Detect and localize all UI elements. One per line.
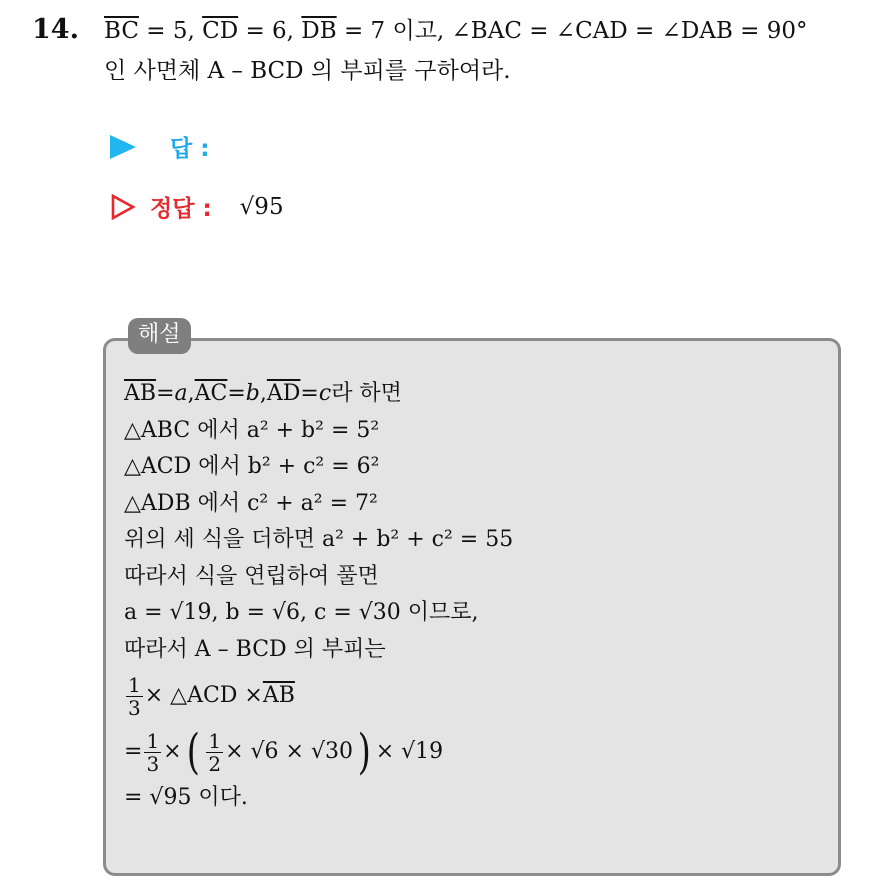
segment-bc: $\overline{BC}$ [104, 18, 139, 44]
separator: , [259, 381, 267, 406]
equals: = [124, 738, 143, 764]
times: × [163, 738, 182, 764]
left-paren: ( [186, 724, 200, 780]
fraction-numerator: 1 [208, 728, 222, 753]
segment-db: $\overline{DB}$ [301, 18, 337, 44]
correct-answer-label: 정답 : [150, 196, 212, 222]
fraction [126, 674, 143, 719]
fraction-denominator: 3 [146, 751, 160, 776]
solution-text: × △ACD × [144, 682, 263, 708]
variable-a: a [174, 381, 188, 406]
correct-answer-row [110, 190, 284, 223]
segment-ab: $\overline{AB}$ [262, 682, 295, 708]
fraction-denominator: 2 [208, 751, 222, 776]
solution-line-8: 따라서 A – BCD 의 부피는 [124, 636, 386, 662]
right-paren: ) [357, 724, 371, 780]
user-answer-label: 답 : [170, 136, 210, 162]
user-answer-row [110, 130, 209, 163]
fraction [206, 730, 223, 775]
solution-line-4: △ADB 에서 c² + a² = 7² [124, 490, 378, 516]
solution-tag: 해설 [128, 318, 191, 354]
solution-line-2: △ABC 에서 a² + b² = 5² [124, 417, 380, 443]
question-equation: = 6, [238, 18, 302, 44]
solution-text: 라 하면 [331, 381, 402, 406]
fraction [144, 730, 161, 775]
segment-ab: $\overline{AB}$ [124, 381, 157, 406]
question-number: 14. [32, 14, 79, 45]
variable-c: c [318, 381, 332, 406]
solution-text: × √19 [375, 738, 444, 764]
question-equation: = 7 이고, ∠BAC = ∠CAD = ∠DAB = 90° [336, 18, 808, 44]
play-solid-icon [110, 135, 136, 159]
solution-line-1 [124, 376, 513, 413]
segment-ad: $\overline{AD}$ [266, 381, 301, 406]
question-text-line-2: 인 사면체 A – BCD 의 부피를 구하여라. [104, 58, 511, 84]
question-text-line-1 [104, 16, 808, 46]
solution-line-5: 위의 세 식을 더하면 a² + b² + c² = 55 [124, 527, 514, 552]
solution-line-10 [124, 724, 513, 780]
solution-line-7: a = √19, b = √6, c = √30 이므로, [124, 600, 479, 625]
solution-content [124, 376, 513, 817]
solution-text: × √6 × √30 [225, 738, 353, 764]
segment-cd: $\overline{CD}$ [202, 18, 239, 44]
equals: = [156, 381, 175, 406]
equals: = [227, 381, 246, 406]
fraction-denominator: 3 [128, 695, 141, 720]
fraction-numerator: 1 [146, 728, 160, 753]
separator: , [187, 381, 195, 406]
solution-line-6: 따라서 식을 연립하여 풀면 [124, 563, 379, 589]
solution-line-9 [124, 668, 513, 724]
play-outline-icon [110, 194, 136, 220]
fraction-numerator: 1 [128, 672, 141, 697]
correct-answer-value: √95 [239, 193, 284, 220]
solution-line-11: = √95 이다. [124, 785, 248, 810]
variable-b: b [245, 381, 260, 406]
segment-ac: $\overline{AC}$ [194, 381, 228, 406]
equals: = [300, 381, 319, 406]
solution-line-3: △ACD 에서 b² + c² = 6² [124, 454, 380, 479]
question-equation: = 5, [138, 18, 203, 44]
